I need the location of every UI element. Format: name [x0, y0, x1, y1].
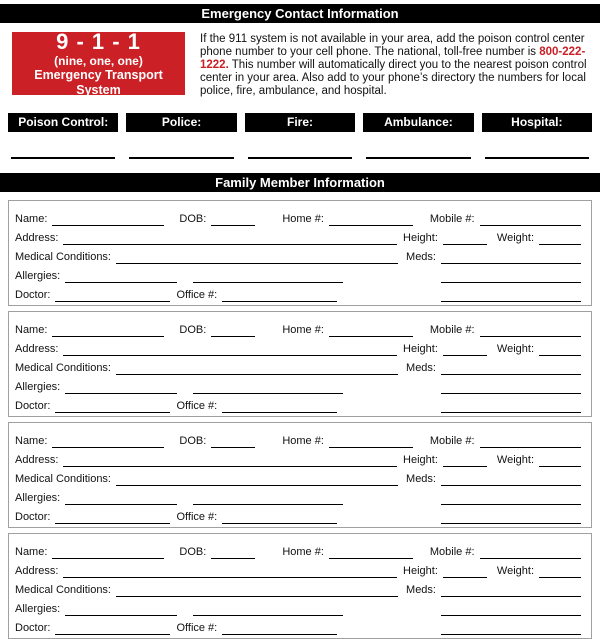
hospital-blank-line: [485, 132, 589, 159]
member-row-allergies: [15, 375, 581, 394]
allergies-blank-line: [65, 492, 177, 505]
intro-section: [12, 28, 595, 98]
address-label: Address:: [15, 232, 59, 244]
name-label: Name:: [15, 435, 48, 447]
family-member-block: [8, 200, 592, 306]
member-row-address: [15, 226, 581, 245]
name-blank-line: [52, 213, 164, 226]
medical-conditions-blank-line: [116, 251, 398, 264]
meds-blank-line: [441, 362, 581, 375]
member-row-doctor: [15, 283, 581, 302]
member-row-medical: [15, 245, 581, 264]
allergies-blank-line-2: [193, 492, 343, 505]
allergies-label: Allergies:: [15, 381, 61, 393]
intro-paragraph: [200, 32, 595, 98]
mobile-phone-label: Mobile #:: [429, 546, 475, 558]
member-row-address: [15, 337, 581, 356]
allergies-label: Allergies:: [15, 603, 61, 615]
height-label: Height:: [403, 565, 438, 577]
name-blank-line: [52, 546, 164, 559]
weight-blank-line: [539, 454, 581, 467]
height-blank-line: [443, 343, 487, 356]
allergies-blank-line: [65, 270, 177, 283]
allergies-blank-line: [65, 603, 177, 616]
address-label: Address:: [15, 565, 59, 577]
home-phone-blank-line: [329, 435, 413, 448]
height-label: Height:: [403, 232, 438, 244]
allergies-blank-line-2: [193, 270, 343, 283]
dob-blank-line: [211, 213, 255, 226]
dob-label: DOB:: [179, 324, 207, 336]
medical-conditions-label: Medical Conditions:: [15, 362, 111, 374]
address-label: Address:: [15, 454, 59, 466]
address-blank-line: [63, 343, 397, 356]
member-row-address: [15, 559, 581, 578]
contact-label-police: Police:: [126, 113, 236, 132]
allergies-blank-line: [65, 381, 177, 394]
doctor-blank-line: [55, 622, 170, 635]
home-phone-label: Home #:: [282, 324, 324, 336]
member-row-medical: [15, 467, 581, 486]
mobile-phone-blank-line: [480, 546, 581, 559]
name-blank-line: [52, 435, 164, 448]
allergies-label: Allergies:: [15, 270, 61, 282]
meds-blank-line-2: [441, 270, 581, 283]
member-row-allergies: [15, 597, 581, 616]
weight-blank-line: [539, 343, 581, 356]
home-phone-blank-line: [329, 213, 413, 226]
contact-blank-lines-row: [8, 132, 592, 159]
member-row-identity: [15, 540, 581, 559]
allergies-blank-line-2: [193, 603, 343, 616]
meds-blank-line: [441, 251, 581, 264]
medical-conditions-label: Medical Conditions:: [15, 473, 111, 485]
name-label: Name:: [15, 213, 48, 225]
meds-blank-line: [441, 584, 581, 597]
mobile-phone-blank-line: [480, 213, 581, 226]
home-phone-label: Home #:: [282, 546, 324, 558]
home-phone-blank-line: [329, 546, 413, 559]
member-row-identity: [15, 429, 581, 448]
dob-label: DOB:: [179, 435, 207, 447]
police-blank-line: [129, 132, 233, 159]
intro-text-before: If the 911 system is not available in your area, add the poison control center phone number to your cell phone. The national, toll-free number is: [200, 33, 585, 58]
home-phone-label: Home #:: [282, 435, 324, 447]
mobile-phone-label: Mobile #:: [429, 324, 475, 336]
office-phone-label: Office #:: [176, 289, 218, 301]
fire-blank-line: [248, 132, 352, 159]
member-row-doctor: [15, 505, 581, 524]
member-row-doctor: [15, 616, 581, 635]
ambulance-blank-line: [366, 132, 470, 159]
height-label: Height:: [403, 343, 438, 355]
office-phone-blank-line: [222, 289, 337, 302]
emergency-911-box: [12, 28, 185, 97]
doctor-blank-line: [55, 400, 170, 413]
office-phone-blank-line: [222, 622, 337, 635]
medical-conditions-blank-line: [116, 362, 398, 375]
contact-label-hospital: Hospital:: [482, 113, 592, 132]
family-member-block: [8, 422, 592, 528]
emergency-system-label: Emergency Transport System: [34, 67, 163, 97]
office-phone-label: Office #:: [176, 511, 218, 523]
mobile-phone-blank-line: [480, 324, 581, 337]
mobile-phone-blank-line: [480, 435, 581, 448]
member-row-address: [15, 448, 581, 467]
allergies-blank-line-2: [193, 381, 343, 394]
meds-blank-line: [441, 473, 581, 486]
dob-blank-line: [211, 546, 255, 559]
emergency-number: 9 - 1 - 1: [56, 28, 141, 54]
weight-label: Weight:: [496, 454, 534, 466]
member-row-medical: [15, 578, 581, 597]
meds-blank-line-2: [441, 492, 581, 505]
member-row-allergies: [15, 486, 581, 505]
name-blank-line: [52, 324, 164, 337]
member-blocks-container: [8, 200, 592, 639]
allergies-label: Allergies:: [15, 492, 61, 504]
office-phone-label: Office #:: [176, 622, 218, 634]
address-blank-line: [63, 454, 397, 467]
weight-label: Weight:: [496, 232, 534, 244]
medical-conditions-blank-line: [116, 473, 398, 486]
meds-blank-line-2: [441, 381, 581, 394]
doctor-label: Doctor:: [15, 400, 51, 412]
dob-blank-line: [211, 435, 255, 448]
dob-label: DOB:: [179, 213, 207, 225]
family-section-title: Family Member Information: [215, 175, 385, 190]
contact-label-fire: Fire:: [245, 113, 355, 132]
doctor-label: Doctor:: [15, 289, 51, 301]
meds-blank-line-3: [441, 511, 581, 524]
doctor-label: Doctor:: [15, 511, 51, 523]
doctor-blank-line: [55, 289, 170, 302]
family-member-block: [8, 311, 592, 417]
address-label: Address:: [15, 343, 59, 355]
name-label: Name:: [15, 546, 48, 558]
office-phone-blank-line: [222, 511, 337, 524]
height-blank-line: [443, 454, 487, 467]
name-label: Name:: [15, 324, 48, 336]
member-row-identity: [15, 207, 581, 226]
meds-label: Meds:: [406, 473, 436, 485]
member-row-medical: [15, 356, 581, 375]
family-section-bar: [0, 173, 600, 192]
meds-blank-line-3: [441, 400, 581, 413]
home-phone-blank-line: [329, 324, 413, 337]
meds-label: Meds:: [406, 584, 436, 596]
family-member-block: [8, 533, 592, 639]
mobile-phone-label: Mobile #:: [429, 213, 475, 225]
weight-blank-line: [539, 565, 581, 578]
height-label: Height:: [403, 454, 438, 466]
meds-blank-line-3: [441, 289, 581, 302]
member-row-allergies: [15, 264, 581, 283]
meds-blank-line-3: [441, 622, 581, 635]
meds-blank-line-2: [441, 603, 581, 616]
doctor-label: Doctor:: [15, 622, 51, 634]
address-blank-line: [63, 565, 397, 578]
mobile-phone-label: Mobile #:: [429, 435, 475, 447]
header-bar: [0, 4, 600, 23]
emergency-number-phonetic: (nine, one, one): [54, 53, 143, 68]
contact-label-ambulance: Ambulance:: [363, 113, 473, 132]
medical-conditions-blank-line: [116, 584, 398, 597]
address-blank-line: [63, 232, 397, 245]
member-row-doctor: [15, 394, 581, 413]
dob-blank-line: [211, 324, 255, 337]
meds-label: Meds:: [406, 251, 436, 263]
doctor-blank-line: [55, 511, 170, 524]
medical-conditions-label: Medical Conditions:: [15, 584, 111, 596]
meds-label: Meds:: [406, 362, 436, 374]
weight-blank-line: [539, 232, 581, 245]
poison-control-phone-number: 800-222-1222.: [200, 46, 586, 71]
height-blank-line: [443, 565, 487, 578]
contact-labels-row: [8, 113, 592, 132]
home-phone-label: Home #:: [282, 213, 324, 225]
member-row-identity: [15, 318, 581, 337]
office-phone-label: Office #:: [176, 400, 218, 412]
poison-control-blank-line: [11, 132, 115, 159]
weight-label: Weight:: [496, 343, 534, 355]
dob-label: DOB:: [179, 546, 207, 558]
office-phone-blank-line: [222, 400, 337, 413]
contact-label-poison-control: Poison Control:: [8, 113, 118, 132]
intro-text-after: This number will automatically direct you to the nearest poison control center in your area. Also add to your phone’s directory the numbers for local police, fire, ambulance, and hospital.: [200, 59, 587, 97]
medical-conditions-label: Medical Conditions:: [15, 251, 111, 263]
height-blank-line: [443, 232, 487, 245]
page-title: Emergency Contact Information: [201, 6, 399, 21]
weight-label: Weight:: [496, 565, 534, 577]
